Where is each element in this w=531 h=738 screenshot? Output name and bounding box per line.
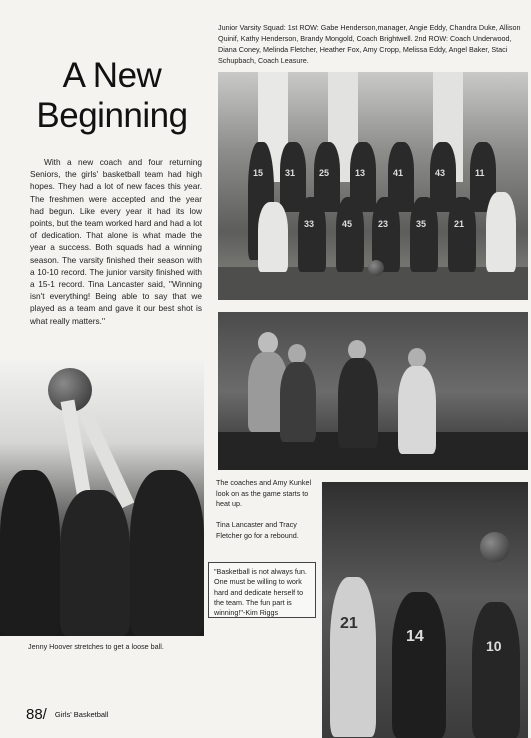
player	[60, 490, 130, 636]
folio	[26, 706, 108, 723]
jersey-number: 13	[355, 168, 366, 178]
team-photo	[218, 72, 528, 300]
player	[398, 366, 436, 454]
coach	[486, 192, 516, 272]
section-name: Girls' Basketball	[54, 710, 109, 719]
page-headline: A New Beginning	[36, 56, 188, 135]
player	[330, 577, 376, 737]
jersey-number: 41	[393, 168, 404, 178]
jersey-number: 11	[475, 168, 485, 178]
player	[298, 197, 326, 272]
coaches-caption: The coaches and Amy Kunkel look on as the game starts to heat up.	[216, 478, 312, 508]
jersey-number: 15	[253, 168, 264, 178]
coaches-photo	[218, 312, 528, 470]
basketball	[368, 260, 384, 276]
page-number: 88/	[26, 706, 47, 723]
rebound-caption: Tina Lancaster and Tracy Fletcher go for a rebound.	[216, 520, 299, 540]
jersey-number: 25	[319, 168, 330, 178]
jersey-number: 23	[378, 219, 389, 229]
coach-head	[288, 344, 306, 364]
jersey-number: 21	[340, 615, 358, 632]
jersey-number: 21	[454, 219, 465, 229]
player	[410, 197, 438, 272]
rebound-photo	[322, 482, 528, 738]
quote-box: "Basketball is not always fun. One must be willing to work hard and dedicate herself to the team. The fun part is winning!"-Kim Riggs	[208, 562, 316, 618]
player	[448, 197, 476, 272]
coach	[338, 358, 378, 448]
jersey-number: 33	[304, 219, 315, 229]
jersey-number: 45	[342, 219, 353, 229]
jersey-number: 31	[285, 168, 296, 178]
player	[130, 470, 204, 636]
coach	[280, 362, 316, 442]
manager	[258, 202, 288, 272]
jersey-number: 35	[416, 219, 427, 229]
player	[392, 592, 446, 738]
team-photo-caption: Junior Varsity Squad: 1st ROW: Gabe Henderson,manager, Angie Eddy, Chandra Duke, Allison Quinif, Kathy Henderson, Brandy Mongold, Coach Brightwell. 2nd ROW: Coach Underwood, Diana Coney, Melinda Fletcher, Heather Fox, Amy Cropp, Melissa Eddy, Angel Baker, Staci Schupbach, Coach Leasure.	[218, 23, 521, 65]
player	[472, 602, 520, 738]
player	[336, 197, 364, 272]
player-head	[408, 348, 426, 368]
player	[0, 470, 60, 636]
coach-head	[348, 340, 366, 360]
jersey-number: 43	[435, 168, 446, 178]
story-text: With a new coach and four returning Seniors, the girls' basketball team had high hopes. They had a lot of new faces this year. The freshmen were accepted and the year had begun. Like every year it had its low points, but the team worked hard and had a lot of dedication. That alone is what made the year a success. Both squads had a winning season. The varsity finished their season with a 10-10 record. The junior varsity finished with a 15-1 record. Tina Lancaster said, ''Winning isn't everything! Being able to say that we played as a team and gave it our best shot is what really matters.''	[30, 157, 202, 326]
coach-head	[258, 332, 278, 354]
loose-ball-caption: Jenny Hoover stretches to get a loose ball.	[28, 642, 164, 651]
jersey-number: 14	[406, 628, 424, 645]
loose-ball-photo	[0, 360, 204, 636]
jersey-number: 10	[486, 638, 502, 654]
basketball	[480, 532, 510, 562]
